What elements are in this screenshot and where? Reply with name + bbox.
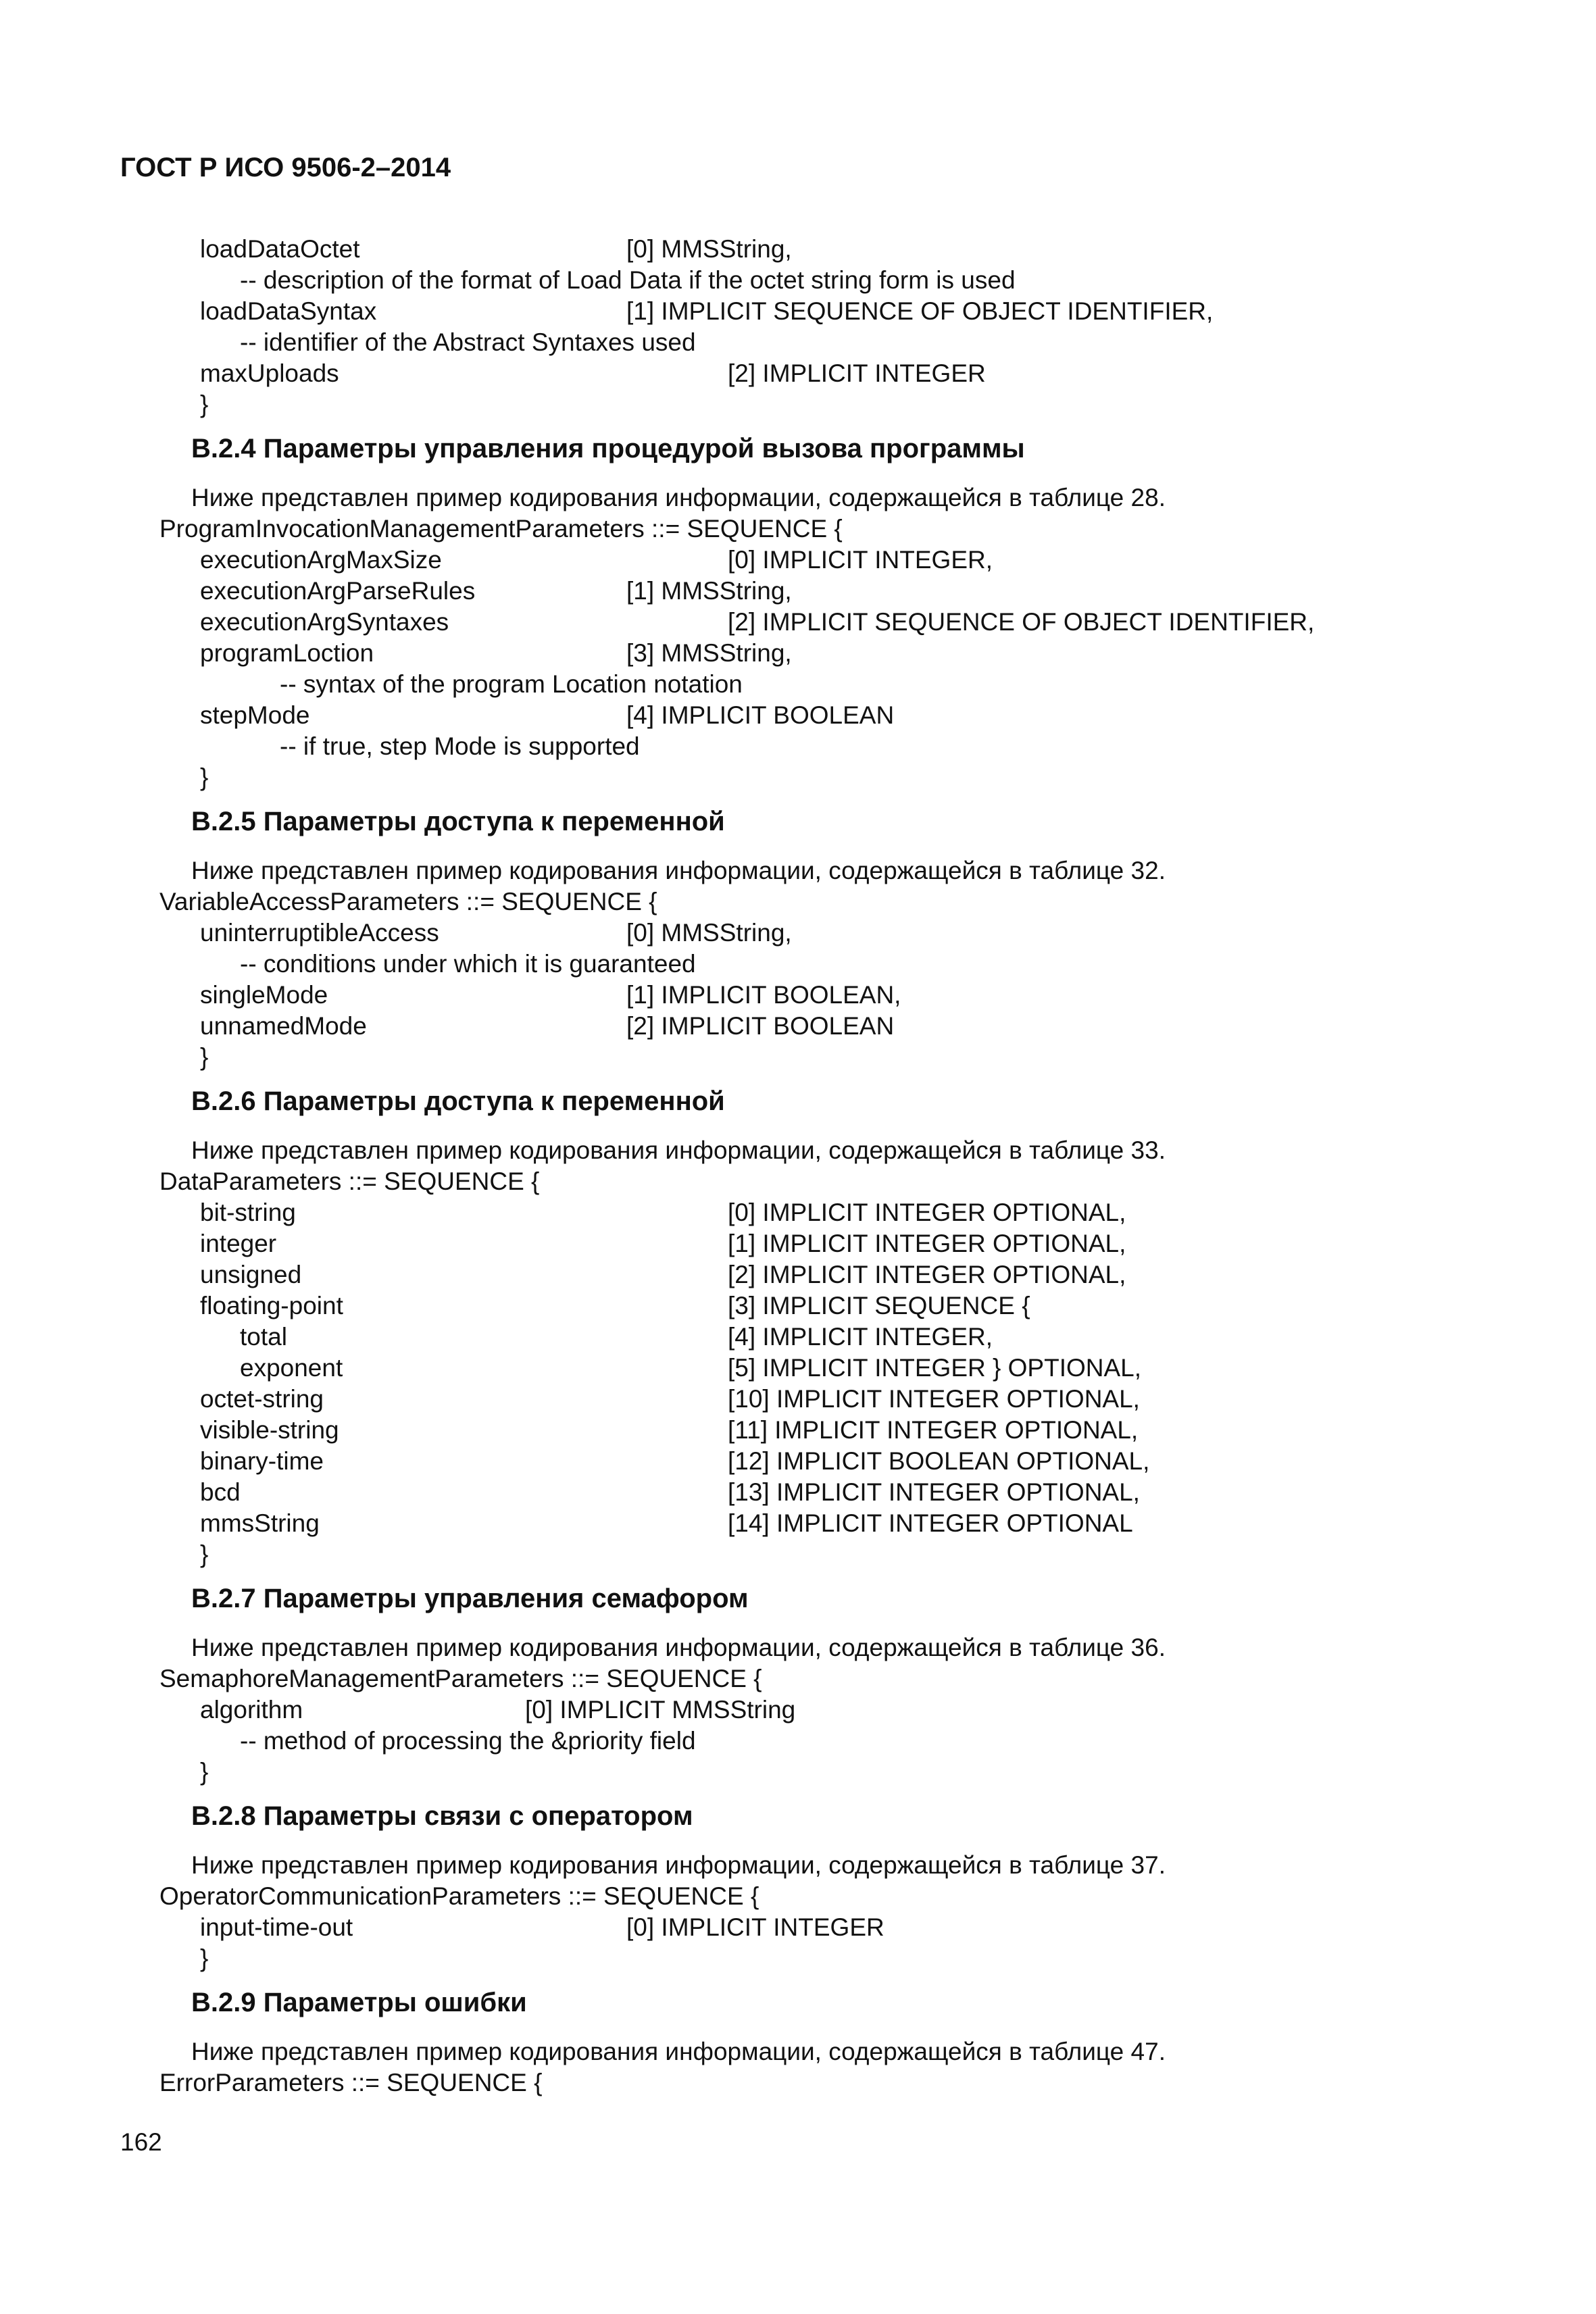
section-heading: В.2.8 Параметры связи с оператором <box>191 1801 693 1831</box>
field-type: [3] IMPLICIT SEQUENCE { <box>728 1292 1030 1319</box>
field-name: visible-string <box>200 1416 339 1444</box>
page-number: 162 <box>120 2128 162 2156</box>
page-header: ГОСТ Р ИСО 9506-2–2014 <box>120 153 451 182</box>
field-name: input-time-out <box>200 1913 353 1941</box>
field-name: total <box>240 1323 287 1351</box>
intro-paragraph: Ниже представлен пример кодирования информации, содержащейся в таблице 37. <box>191 1851 1166 1879</box>
asn-comment: -- description of the format of Load Data if the octet string form is used <box>240 266 1016 294</box>
closing-brace: } <box>200 1944 209 1972</box>
field-type: [2] IMPLICIT BOOLEAN <box>626 1012 895 1040</box>
field-name: executionArgParseRules <box>200 577 476 605</box>
field-name: stepMode <box>200 701 310 729</box>
field-type: [3] MMSString, <box>626 639 792 667</box>
intro-paragraph: Ниже представлен пример кодирования информации, содержащейся в таблице 47. <box>191 2038 1166 2065</box>
field-type: [1] MMSString, <box>626 577 792 605</box>
field-type: [0] MMSString, <box>626 919 792 947</box>
field-type: [12] IMPLICIT BOOLEAN OPTIONAL, <box>728 1447 1150 1475</box>
field-type: [13] IMPLICIT INTEGER OPTIONAL, <box>728 1478 1140 1506</box>
intro-paragraph: Ниже представлен пример кодирования информации, содержащейся в таблице 33. <box>191 1136 1166 1164</box>
section-heading: В.2.7 Параметры управления семафором <box>191 1584 749 1613</box>
closing-brace: } <box>200 763 209 791</box>
field-type: [4] IMPLICIT INTEGER, <box>728 1323 993 1351</box>
field-name: octet-string <box>200 1385 324 1413</box>
field-name: uninterruptibleAccess <box>200 919 439 947</box>
field-name: executionArgMaxSize <box>200 546 442 574</box>
field-type: [0] IMPLICIT MMSString <box>525 1696 796 1724</box>
closing-brace: } <box>200 391 209 418</box>
field-type: [1] IMPLICIT BOOLEAN, <box>626 981 901 1009</box>
section-heading: В.2.4 Параметры управления процедурой вызова программы <box>191 434 1025 463</box>
field-type: [4] IMPLICIT BOOLEAN <box>626 701 895 729</box>
sequence-declaration: OperatorCommunicationParameters ::= SEQUENCE { <box>159 1882 759 1910</box>
asn-comment: -- if true, step Mode is supported <box>280 732 640 760</box>
sequence-declaration: ProgramInvocationManagementParameters ::= SEQUENCE { <box>159 515 843 543</box>
field-type: [1] IMPLICIT SEQUENCE OF OBJECT IDENTIFIER, <box>626 297 1214 325</box>
field-type: [5] IMPLICIT INTEGER } OPTIONAL, <box>728 1354 1142 1382</box>
field-name: floating-point <box>200 1292 343 1319</box>
field-name: bcd <box>200 1478 241 1506</box>
asn-comment: -- method of processing the &priority field <box>240 1727 696 1755</box>
field-name: loadDataSyntax <box>200 297 377 325</box>
sequence-declaration: SemaphoreManagementParameters ::= SEQUENCE { <box>159 1665 762 1692</box>
field-name: integer <box>200 1230 277 1257</box>
intro-paragraph: Ниже представлен пример кодирования информации, содержащейся в таблице 32. <box>191 857 1166 884</box>
intro-paragraph: Ниже представлен пример кодирования информации, содержащейся в таблице 36. <box>191 1634 1166 1661</box>
field-name: programLoction <box>200 639 374 667</box>
field-name: bit-string <box>200 1199 296 1226</box>
field-type: [0] IMPLICIT INTEGER <box>626 1913 884 1941</box>
field-name: unnamedMode <box>200 1012 367 1040</box>
field-type: [2] IMPLICIT INTEGER OPTIONAL, <box>728 1261 1126 1288</box>
asn-comment: -- identifier of the Abstract Syntaxes used <box>240 328 696 356</box>
field-name: loadDataOctet <box>200 235 360 263</box>
field-name: binary-time <box>200 1447 324 1475</box>
field-name: maxUploads <box>200 359 339 387</box>
sequence-declaration: ErrorParameters ::= SEQUENCE { <box>159 2069 543 2096</box>
field-type: [0] IMPLICIT INTEGER, <box>728 546 993 574</box>
field-type: [10] IMPLICIT INTEGER OPTIONAL, <box>728 1385 1140 1413</box>
closing-brace: } <box>200 1540 209 1568</box>
asn-comment: -- conditions under which it is guaranteed <box>240 950 696 978</box>
field-type: [0] IMPLICIT INTEGER OPTIONAL, <box>728 1199 1126 1226</box>
field-type: [11] IMPLICIT INTEGER OPTIONAL, <box>728 1416 1139 1444</box>
asn-comment: -- syntax of the program Location notation <box>280 670 743 698</box>
field-name: unsigned <box>200 1261 302 1288</box>
field-name: executionArgSyntaxes <box>200 608 449 636</box>
field-name: mmsString <box>200 1509 320 1537</box>
closing-brace: } <box>200 1043 209 1071</box>
field-type: [2] IMPLICIT INTEGER <box>728 359 986 387</box>
section-heading: В.2.5 Параметры доступа к переменной <box>191 807 725 836</box>
field-name: exponent <box>240 1354 343 1382</box>
section-heading: В.2.6 Параметры доступа к переменной <box>191 1086 725 1116</box>
intro-paragraph: Ниже представлен пример кодирования информации, содержащейся в таблице 28. <box>191 484 1166 511</box>
sequence-declaration: DataParameters ::= SEQUENCE { <box>159 1167 540 1195</box>
section-heading: В.2.9 Параметры ошибки <box>191 1988 527 2017</box>
field-type: [1] IMPLICIT INTEGER OPTIONAL, <box>728 1230 1126 1257</box>
field-type: [14] IMPLICIT INTEGER OPTIONAL <box>728 1509 1133 1537</box>
field-name: algorithm <box>200 1696 303 1724</box>
field-type: [2] IMPLICIT SEQUENCE OF OBJECT IDENTIFIER, <box>728 608 1315 636</box>
field-name: singleMode <box>200 981 328 1009</box>
sequence-declaration: VariableAccessParameters ::= SEQUENCE { <box>159 888 657 915</box>
closing-brace: } <box>200 1758 209 1786</box>
field-type: [0] MMSString, <box>626 235 792 263</box>
